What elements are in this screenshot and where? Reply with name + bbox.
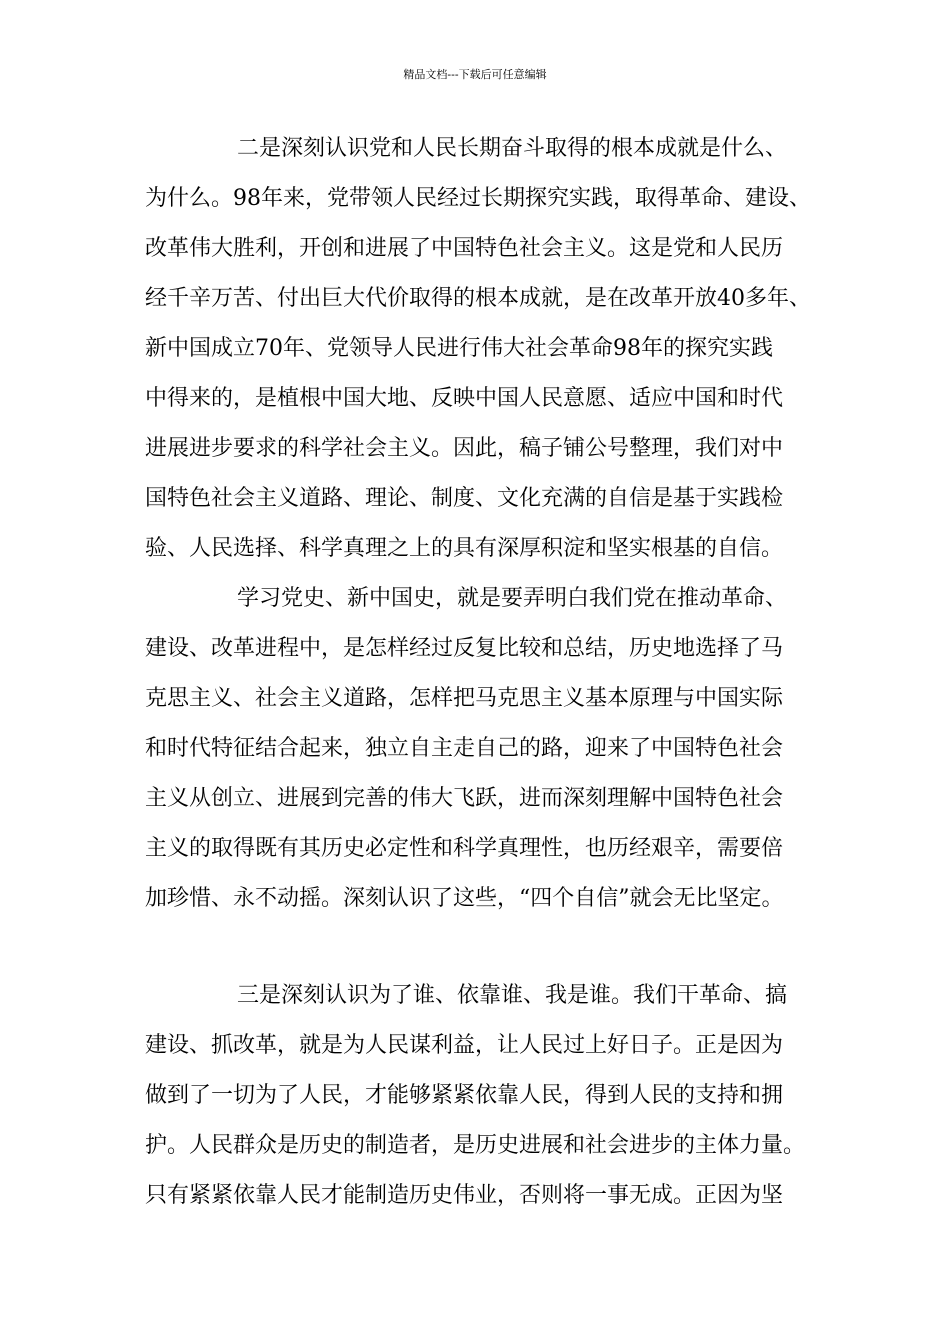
text-line: 和时代特征结合起来，独立自主走自己的路，迎来了中国特色社会 <box>145 736 784 761</box>
paragraph <box>145 971 827 1221</box>
text-line: 国特色社会主义道路、理论、制度、文化充满的自信是基于实践检 <box>145 486 784 511</box>
text-line: 克思主义、社会主义道路，怎样把马克思主义基本原理与中国实际 <box>145 686 784 711</box>
text-line: 只有紧紧依靠人民才能制造历史伟业，否则将一事无成。正因为坚 <box>145 1183 784 1208</box>
text-line: 加珍惜、永不动摇。深刻认识了这些，“四个自信”就会无比坚定。 <box>145 886 784 911</box>
text-line: 做到了一切为了人民，才能够紧紧依靠人民，得到人民的支持和拥 <box>145 1083 784 1108</box>
text-line: 改革伟大胜利，开创和进展了中国特色社会主义。这是党和人民历 <box>145 236 784 261</box>
paragraph-gap <box>145 924 827 971</box>
page-header: 精品文档---下载后可任意编辑 <box>403 68 547 81</box>
text-line: 中得来的，是植根中国大地、反映中国人民意愿、适应中国和时代 <box>145 386 784 411</box>
paragraph <box>145 574 827 924</box>
text-line: 进展进步要求的科学社会主义。因此，稿子铺公号整理，我们对中 <box>145 436 784 461</box>
document-body <box>145 124 827 1221</box>
text-line: 学习党史、新中国史，就是要弄明白我们党在推动革命、 <box>237 586 788 611</box>
text-line: 建设、改革进程中，是怎样经过反复比较和总结，历史地选择了马 <box>145 636 784 661</box>
text-line: 主义的取得既有其历史必定性和科学真理性，也历经艰辛，需要倍 <box>145 836 784 861</box>
text-line: 为什么。98年来，党带领人民经过长期探究实践，取得革命、建设、 <box>145 186 811 211</box>
text-line: 建设、抓改革，就是为人民谋利益，让人民过上好日子。正是因为 <box>145 1033 784 1058</box>
text-line: 验、人民选择、科学真理之上的具有深厚积淀和坚实根基的自信。 <box>145 536 784 561</box>
text-line: 三是深刻认识为了谁、依靠谁、我是谁。我们干革命、搞 <box>237 983 788 1008</box>
text-line: 新中国成立70年、党领导人民进行伟大社会革命98年的探究实践 <box>145 336 773 361</box>
text-line: 护。人民群众是历史的制造者，是历史进展和社会进步的主体力量。 <box>145 1133 806 1158</box>
text-line: 二是深刻认识党和人民长期奋斗取得的根本成就是什么、 <box>237 136 788 161</box>
paragraph <box>145 124 827 574</box>
text-line: 主义从创立、进展到完善的伟大飞跃，进而深刻理解中国特色社会 <box>145 786 784 811</box>
text-line: 经千辛万苦、付出巨大代价取得的根本成就，是在改革开放40多年、 <box>145 286 811 311</box>
